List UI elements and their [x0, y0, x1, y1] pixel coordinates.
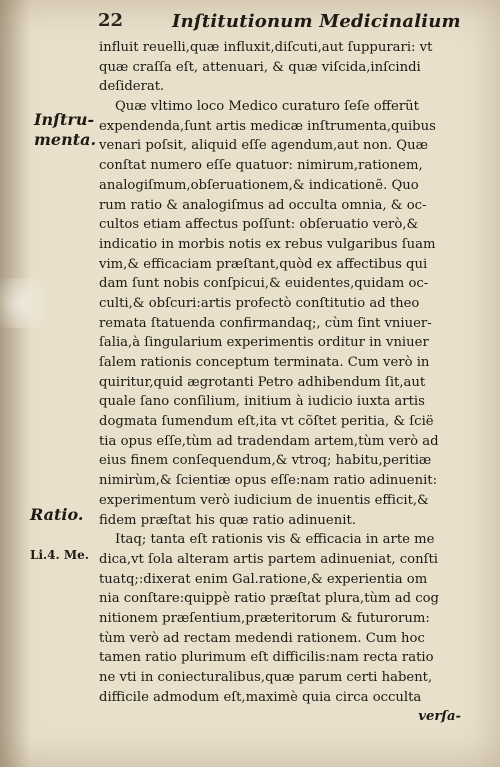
- text-line: difficile admodum eſt,maximè quia circa occulta: [99, 689, 422, 705]
- text-line: vim,& efficaciam præſtant,quòd ex affectibus qui: [99, 256, 428, 272]
- text-line: culti,& obſcuri:artis profectò conſtitutio ad theo: [99, 295, 420, 311]
- body-text: [99, 38, 461, 727]
- catchword: verſa-: [418, 709, 461, 725]
- text-line: ſalem rationis conceptum terminata. Cum verò in: [99, 355, 430, 370]
- text-line: analogiſmum,obſeruationem,& indicationẽ. Quo: [99, 177, 419, 193]
- text-line: Quæ vltimo loco Medico curaturo ſeſe offerũt: [115, 99, 419, 115]
- text-line: cultos etiam affectus poſſunt: obſeruatio verò,&: [99, 217, 419, 233]
- text-line: quale ſano conſilium, initium à iudicio iuxta artis: [99, 394, 425, 410]
- text-line: dam ſunt nobis conſpicui,& euidentes,quidam oc-: [99, 276, 429, 292]
- text-line: dogmata ſumendum eſt,ita vt cõſtet peritia, & ſcië: [99, 414, 434, 430]
- text-line: tùm verò ad rectam medendi rationem. Cum hoc: [99, 630, 425, 646]
- text-line: tamen ratio plurimum eſt difficilis:nam recta ratio: [99, 650, 434, 666]
- text-line: venari poſsit, aliquid eſſe agendum,aut non. Quæ: [99, 138, 428, 154]
- text-line: nimirùm,& ſcientiæ opus eſſe:nam ratio adinuenit:: [99, 473, 438, 489]
- text-line: ne vti in coniecturalibus,quæ parum certi habent,: [99, 670, 433, 685]
- margin-note-instrumenta: [34, 110, 96, 150]
- text-line: ſalia,à ſingularium experimentis orditur in vniuer: [99, 335, 429, 351]
- text-line: nia conſtare:quippè ratio præſtat plura,tùm ad cog: [99, 591, 439, 607]
- margin-note-text: Ratio.: [30, 505, 84, 524]
- text-line: tia opus eſſe,tùm ad tradendam artem,tùm verò ad: [99, 433, 439, 449]
- margin-note-reference: [30, 545, 89, 565]
- page-gutter-shadow: [0, 0, 30, 767]
- text-line: deſiderat.: [99, 79, 165, 95]
- text-line: eius finem conſequendum,& vtroq; habitu,peritiæ: [99, 453, 432, 469]
- running-title: Inſtitutionum Medicinalium: [172, 11, 461, 32]
- text-line: fidem præſtat his quæ ratio adinuenit.: [99, 512, 356, 528]
- text-line: remata ſtatuenda confirmandaq;, cùm ſint vniuer-: [99, 315, 432, 331]
- text-line: quiritur,quid ægrotanti Petro adhibendum ſit,aut: [99, 374, 426, 390]
- text-line: nitionem præſentium,præteritorum & futurorum:: [99, 610, 430, 626]
- page-header: [0, 4, 500, 34]
- text-line: indicatio in morbis notis ex rebus vulgaribus ſuam: [99, 236, 436, 252]
- text-line: conſtat numero eſſe quatuor: nimirum,rationem,: [99, 158, 423, 174]
- margin-note-text: Li.4. Me.: [30, 548, 89, 562]
- paper-stain: [0, 278, 44, 328]
- text-line: influit reuelli,quæ influxit,diſcuti,aut ſuppurari: vt: [99, 40, 433, 55]
- text-line: experimentum verò iudicium de inuentis efficit,&: [99, 492, 429, 508]
- page-number: 22: [98, 10, 124, 31]
- text-line: dica,vt ſola alteram artis partem adinueniat, conſti: [99, 551, 439, 567]
- text-line: Itaq; tanta eſt rationis vis & efficacia in arte me: [115, 532, 435, 548]
- text-line: expendenda,ſunt artis medicæ inſtrumenta,quibus: [99, 118, 436, 134]
- text-line: rum ratio & analogiſmus ad occulta omnia, & oc-: [99, 197, 427, 213]
- text-line: quæ craſſa eſt, attenuari, & quæ viſcida,inſcindi: [99, 59, 421, 75]
- text-line: tuatq;:dixerat enim Gal.ratione,& experientia om: [99, 571, 428, 587]
- margin-note-ratio: [30, 505, 83, 525]
- margin-note-text: Inſtru- menta.: [34, 110, 97, 149]
